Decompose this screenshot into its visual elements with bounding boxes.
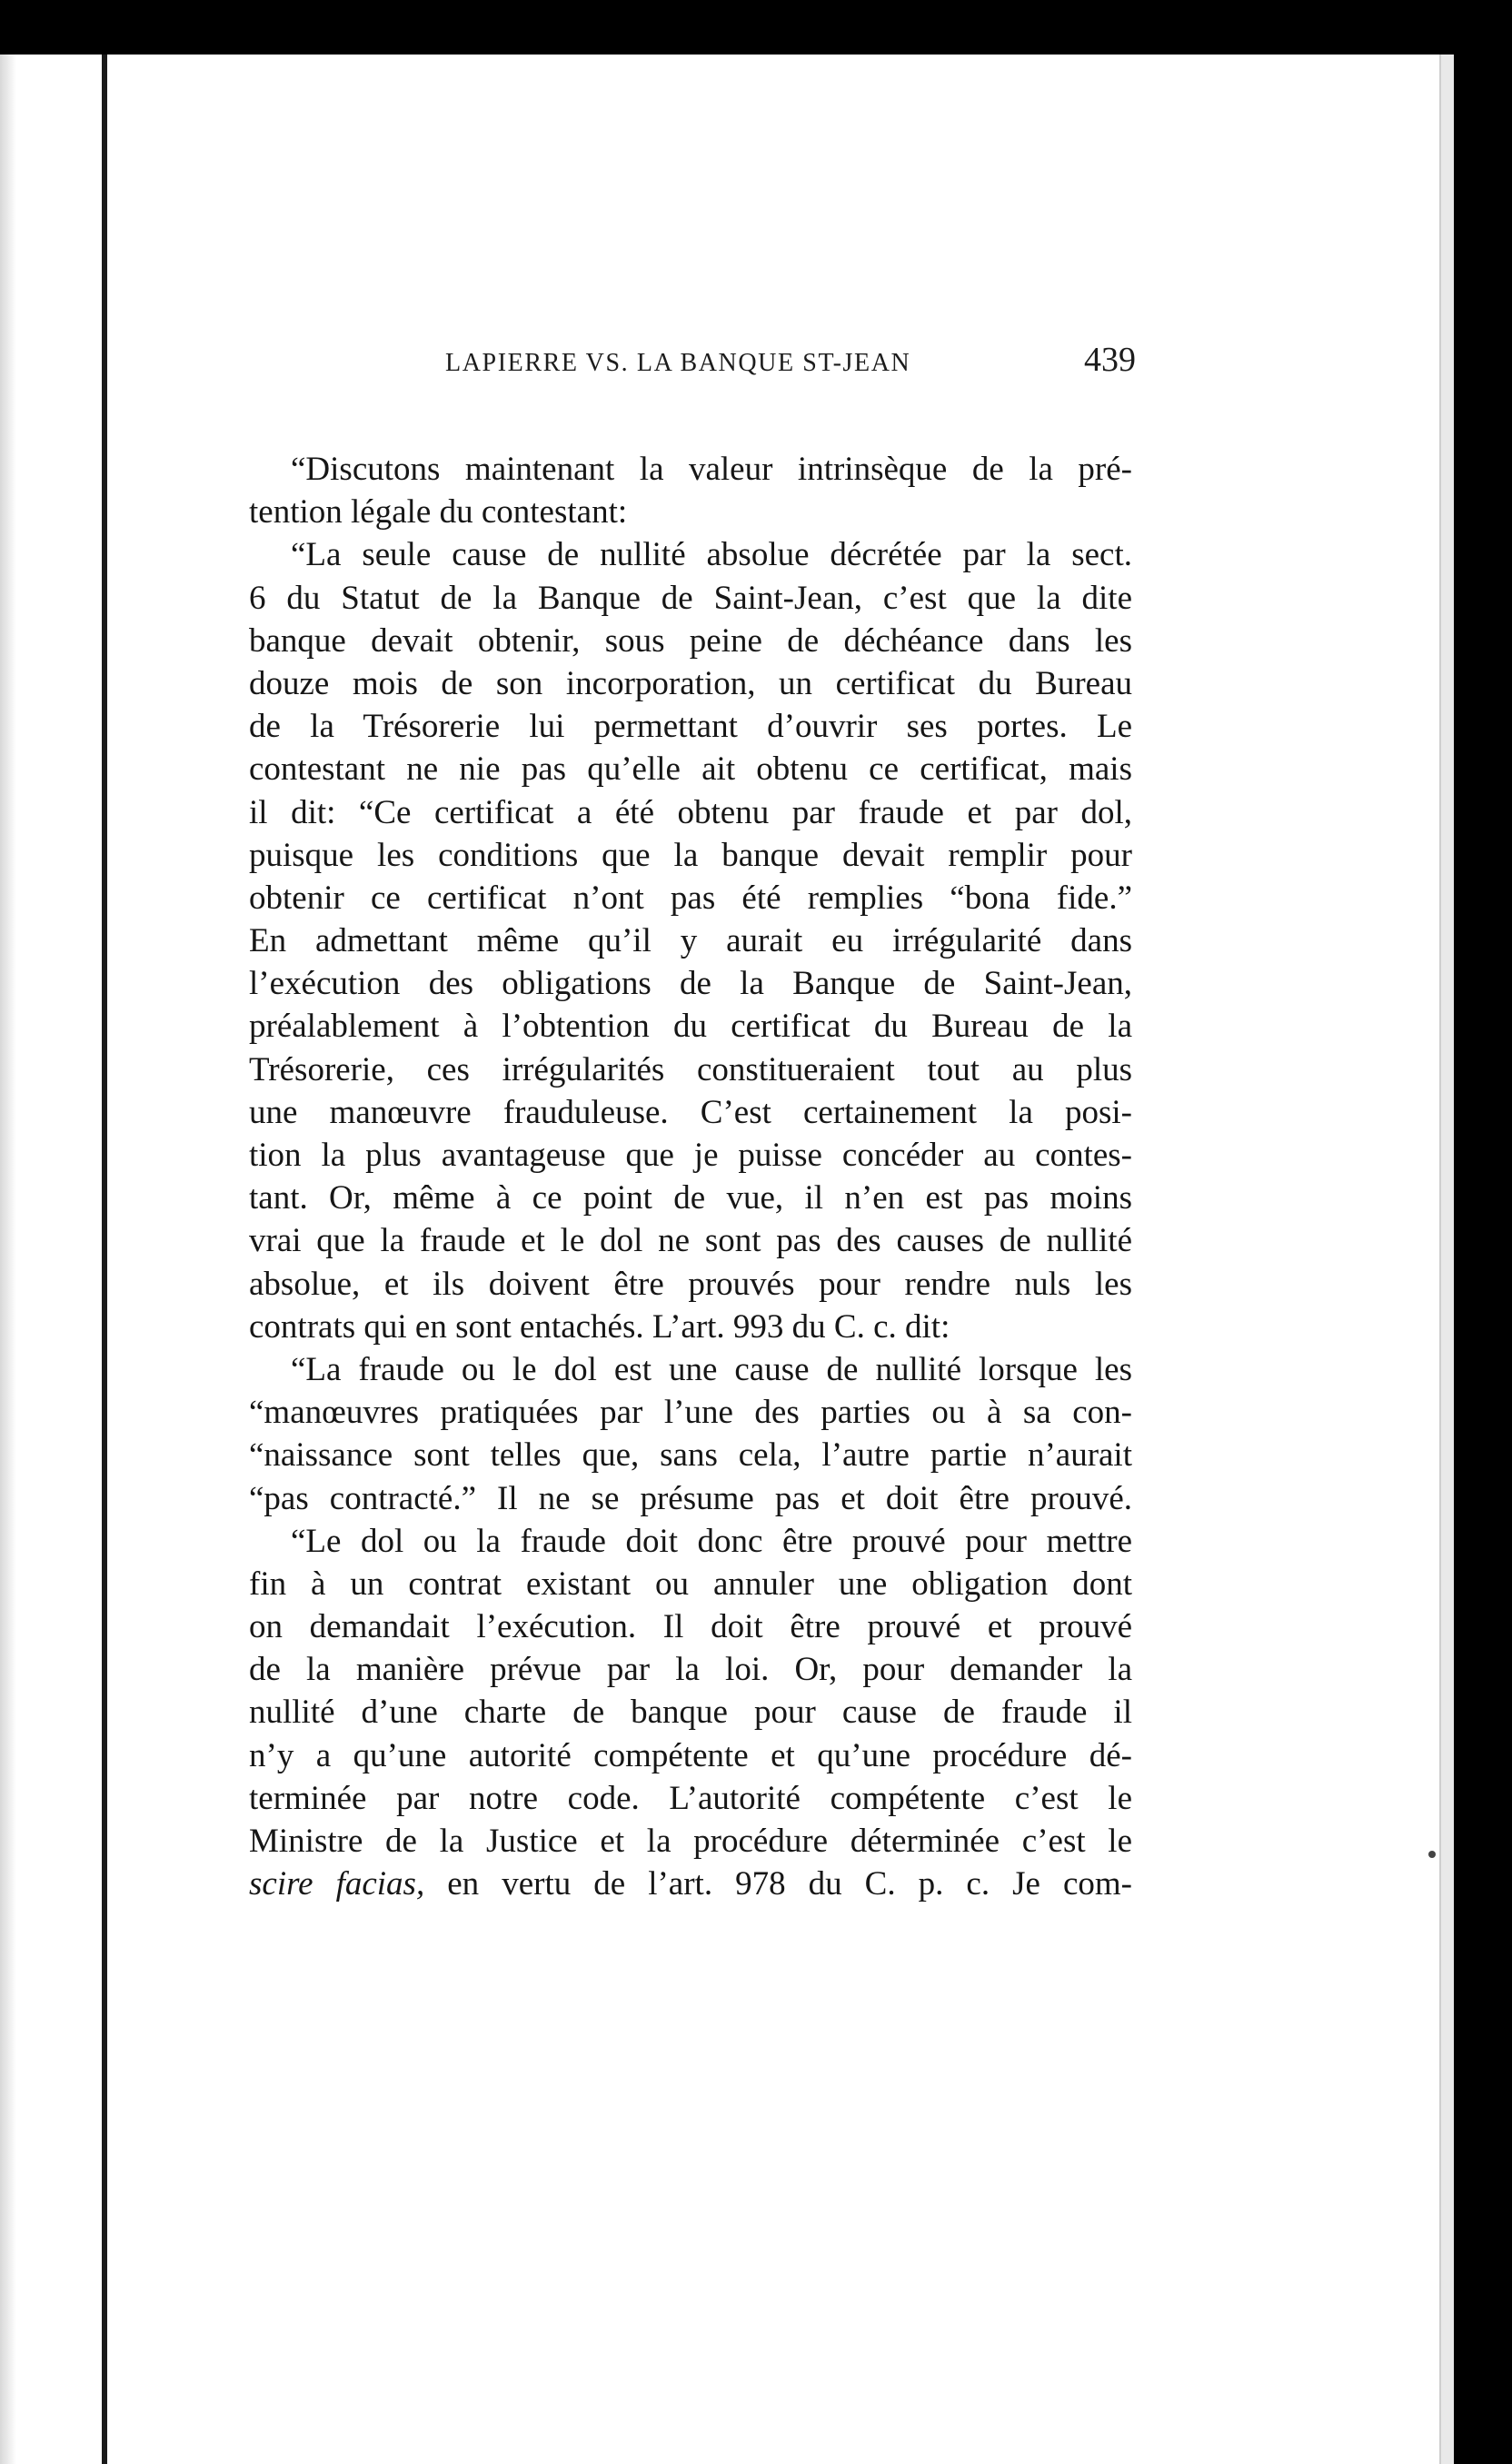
text-line: préalablement à l’obtention du certificat du Bureau de la [249, 1008, 1132, 1046]
text-line: l’exécution des obligations de la Banque de Saint-Jean, [249, 965, 1132, 1003]
text-line: fin à un contrat existant ou annuler une obligation dont [249, 1565, 1132, 1603]
text-line: “Discutons maintenant la valeur intrinsèque de la pré- [291, 451, 1132, 488]
text-line: tant. Or, même à ce point de vue, il n’en est pas moins [249, 1179, 1132, 1217]
text-line: nullité d’une charte de banque pour cause de fraude il [249, 1694, 1132, 1732]
text-line: de la manière prévue par la loi. Or, pour demander la [249, 1651, 1132, 1689]
latin-term: scire facias, [249, 1865, 425, 1903]
text-line: il dit: “Ce certificat a été obtenu par fraude et par dol, [249, 793, 1132, 831]
text-line: absolue, et ils doivent être prouvés pour rendre nuls les [249, 1265, 1132, 1303]
margin-speck [1428, 1851, 1436, 1858]
text-line: “Le dol ou la fraude doit donc être prouvé pour mettre [291, 1522, 1132, 1560]
text-line: n’y a qu’une autorité compétente et qu’une procédure dé- [249, 1736, 1132, 1774]
text-line: tention légale du contestant: [249, 493, 628, 532]
text-line: vrai que la fraude et le dol ne sont pas des causes de nullité [249, 1222, 1132, 1260]
text-line: “manœuvres pratiquées par l’une des parties ou à sa con- [249, 1394, 1132, 1432]
text-line: obtenir ce certificat n’ont pas été remplies “bona fide.” [249, 879, 1132, 917]
text-line: banque devait obtenir, sous peine de déchéance dans les [249, 621, 1132, 660]
text-line: “La fraude ou le dol est une cause de nullité lorsque les [291, 1350, 1132, 1388]
text-line: “La seule cause de nullité absolue décrétée par la sect. [291, 536, 1132, 574]
binding-shadow [0, 55, 16, 2464]
running-title: LAPIERRE VS. LA BANQUE ST-JEAN [445, 349, 911, 377]
text-line: terminée par notre code. L’autorité compétente c’est le [249, 1779, 1132, 1817]
page-edge [1439, 55, 1454, 2464]
text-line: contrats qui en sont entachés. L’art. 993 du C. c. dit: [249, 1307, 950, 1346]
text-line: contestant ne nie pas qu’elle ait obtenu ce certificat, mais [249, 750, 1132, 789]
gutter-line [102, 55, 107, 2464]
running-head [445, 338, 1136, 383]
text-line: puisque les conditions que la banque devait remplir pour [249, 836, 1132, 874]
text-line: En admettant même qu’il y aurait eu irrégularité dans [249, 922, 1132, 960]
text-line: tion la plus avantageuse que je puisse concéder au contes- [249, 1137, 1132, 1174]
text-line-end: en vertu de l’art. 978 du C. p. c. Je com- [424, 1865, 1132, 1903]
text-line: “naissance sont telles que, sans cela, l’autre partie n’aurait [249, 1436, 1132, 1475]
text-line: Ministre de la Justice et la procédure déterminée c’est le [249, 1823, 1132, 1860]
text-line: on demandait l’exécution. Il doit être prouvé et prouvé [249, 1608, 1132, 1646]
text-line: “pas contracté.” Il ne se présume pas et doit être prouvé. [249, 1479, 1132, 1517]
text-line: douze mois de son incorporation, un certificat du Bureau [249, 664, 1132, 702]
text-line: de la Trésorerie lui permettant d’ouvrir ses portes. Le [249, 708, 1132, 746]
text-line: une manœuvre frauduleuse. C’est certainement la posi- [249, 1093, 1132, 1131]
text-line: Trésorerie, ces irrégularités constitueraient tout au plus [249, 1050, 1132, 1088]
page-number: 439 [1084, 341, 1136, 379]
text-line: 6 du Statut de la Banque de Saint-Jean, c’est que la dite [249, 579, 1132, 617]
text-line-final [249, 1863, 1132, 1905]
body-text [249, 448, 1132, 1905]
